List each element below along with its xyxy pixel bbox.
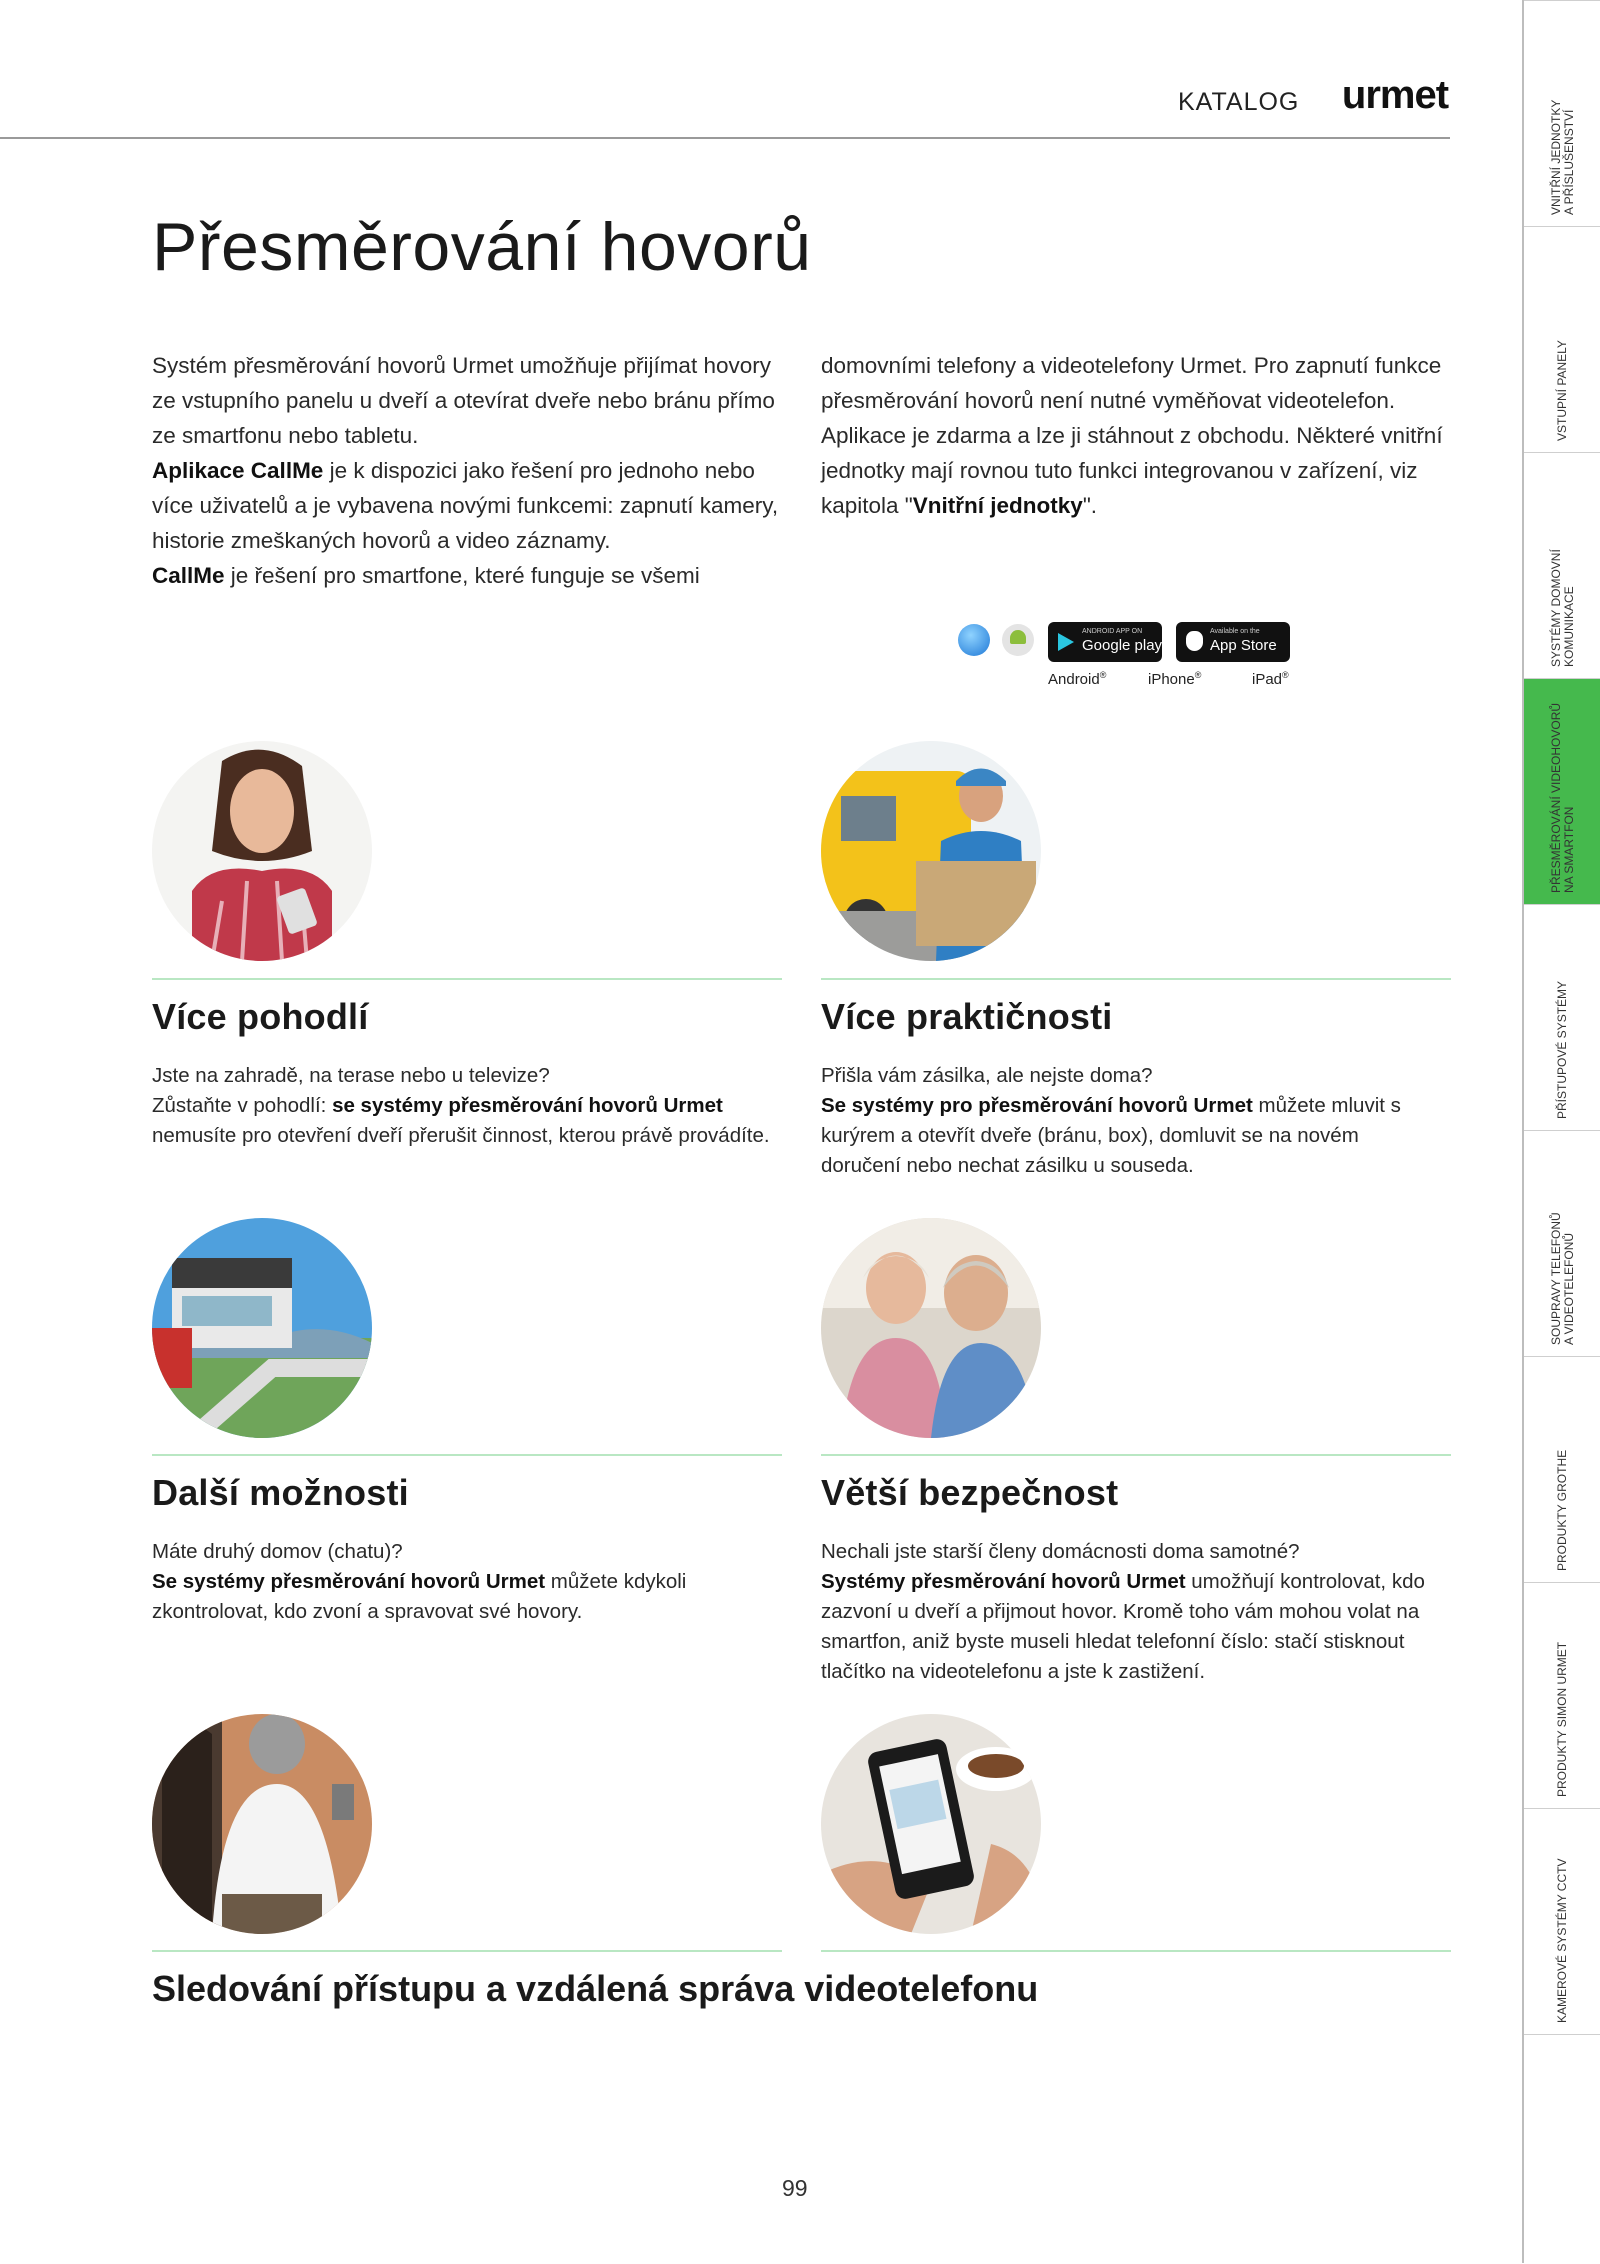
intro-paragraph: CallMe je řešení pro smartfone, které funguje se všemi <box>152 563 700 588</box>
section-text-options: Máte druhý domov (chatu)? Se systémy přesměrování hovorů Urmet můžete kdykoli zkontrolovat, kdo zvoní a spravovat své hovory. <box>152 1540 687 1623</box>
section-text-practicality: Přišla vám zásilka, ale nejste doma? Se systémy pro přesměrování hovorů Urmet můžete mluvit s kurýrem a otevřít dveře (bránu, box), domluvit se na novém doručení nebo nechat zásilku u souseda. <box>821 1064 1401 1177</box>
header-divider <box>0 137 1450 139</box>
google-play-badge[interactable]: ANDROID APP ON Google play <box>1048 622 1162 662</box>
sidebar-tab-phone-kits[interactable]: SOUPRAVY TELEFONŮ A VIDEOTELEFONŮ <box>1524 1130 1600 1357</box>
section-title-security: Větší bezpečnost <box>821 1472 1119 1513</box>
page-number: 99 <box>782 2175 808 2201</box>
intro-paragraph: domovními telefony a videotelefony Urmet. Pro zapnutí funkce přesměrování hovorů není nutné vyměňovat videotelefon. <box>821 353 1442 413</box>
sidebar-tab-cctv-systems[interactable]: KAMEROVÉ SYSTÉMY CCTV <box>1524 1808 1600 2035</box>
intro-left-column <box>152 348 792 593</box>
sidebar-tab-simon-urmet-products[interactable]: PRODUKTY SIMON URMET <box>1524 1582 1600 1809</box>
sidebar-tab-empty <box>1524 2034 1600 2264</box>
sidebar-tab-access-systems[interactable]: PŘÍSTUPOVÉ SYSTÉMY <box>1524 904 1600 1131</box>
sidebar-tab-grothe-products[interactable]: PRODUKTY GROTHE <box>1524 1356 1600 1583</box>
app-store-badge[interactable]: Available on the App Store <box>1176 622 1290 662</box>
page-title: Přesměrování hovorů <box>152 209 812 285</box>
app-store-icon[interactable] <box>958 624 990 656</box>
photo-elderly-couple <box>821 1218 1041 1438</box>
section-divider <box>152 1454 782 1456</box>
section-title-options: Další možnosti <box>152 1472 409 1513</box>
intro-right-column <box>821 348 1461 523</box>
platform-label-iphone: iPhone® <box>1148 670 1202 688</box>
section-divider <box>152 978 782 980</box>
logo-wordmark: urmet <box>1341 73 1449 116</box>
section-divider <box>821 1454 1451 1456</box>
photo-woman-smartphone <box>152 741 372 961</box>
urmet-logo <box>1340 72 1450 116</box>
photo-man-at-door-panel <box>152 1714 372 1934</box>
intro-paragraph: Systém přesměrování hovorů Urmet umožňuje přijímat hovory ze vstupního panelu u dveří a otevírat dveře nebo bránu přímo ze smartfonu nebo tabletu. <box>152 353 775 448</box>
google-play-icon <box>1058 633 1074 651</box>
sidebar-tab-entry-panels[interactable]: VSTUPNÍ PANELY <box>1524 226 1600 453</box>
section-divider <box>152 1950 782 1952</box>
apple-icon <box>1186 631 1203 651</box>
section-title-practicality: Více praktičnosti <box>821 996 1113 1037</box>
intro-paragraph: Aplikace je zdarma a lze ji stáhnout z obchodu. Některé vnitřní jednotky mají rovnou tuto funkci integrovanou v zařízení, viz kapitola "Vnitřní jednotky". <box>821 423 1443 518</box>
photo-modern-house <box>152 1218 372 1438</box>
platform-label-ipad: iPad® <box>1252 670 1289 688</box>
sidebar-tab-call-forwarding[interactable]: PŘESMĚROVÁNÍ VIDEOHOVORŮ NA SMARTFON <box>1524 678 1600 905</box>
section-title-comfort: Více pohodlí <box>152 996 369 1037</box>
photo-smartphone-videocall <box>821 1714 1041 1934</box>
sidebar-tab-intercom-systems[interactable]: SYSTÉMY DOMOVNÍ KOMUNIKACE <box>1524 452 1600 679</box>
section-title-remote-management: Sledování přístupu a vzdálená správa videotelefonu <box>152 1968 1039 2009</box>
section-divider <box>821 978 1451 980</box>
platform-label-android: Android® <box>1048 670 1107 688</box>
catalog-label: KATALOG <box>1178 88 1300 116</box>
intro-paragraph: Aplikace CallMe je k dispozici jako řešení pro jednoho nebo více uživatelů a je vybavena novými funkcemi: zapnutí kamery, historie zmeškaných hovorů a video záznamy. <box>152 458 779 553</box>
photo-courier-van <box>821 741 1041 961</box>
android-robot-icon <box>1010 630 1026 644</box>
section-text-security: Nechali jste starší členy domácnosti doma samotné? Systémy přesměrování hovorů Urmet umožňují kontrolovat, kdo zazvoní u dveří a přijmout hovor. Kromě toho vám mohou volat na smartfon, aniž byste museli hledat telefonní číslo: stačí stisknout tlačítko na videotelefonu a jste k zastižení. <box>821 1540 1425 1683</box>
section-divider <box>821 1950 1451 1952</box>
sidebar-tab-indoor-units[interactable]: VNITŘNÍ JEDNOTKY A PŘÍSLUŠENSTVÍ <box>1524 0 1600 227</box>
section-text-comfort: Jste na zahradě, na terase nebo u televize? Zůstaňte v pohodlí: se systémy přesměrování hovorů Urmet nemusíte pro otevření dveří přerušit činnost, kterou právě provádíte. <box>152 1064 770 1147</box>
